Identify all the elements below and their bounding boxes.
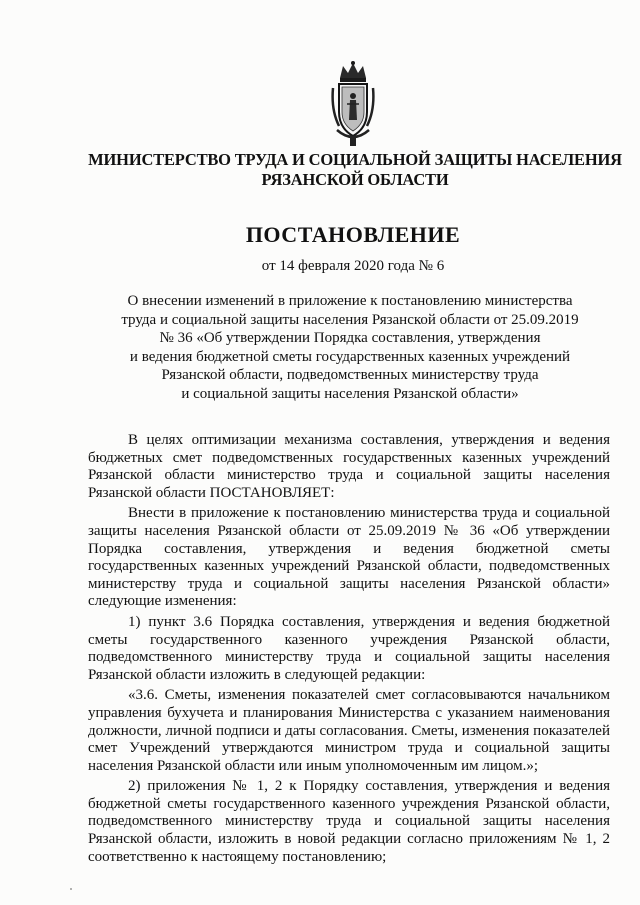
- document-date-number: от 14 февраля 2020 года № 6: [261, 258, 445, 274]
- document-type-title: ПОСТАНОВЛЕНИЕ: [245, 222, 461, 247]
- subject-line: № 36 «Об утверждении Порядка составления, утверждения: [159, 330, 541, 347]
- ministry-name-line2: РЯЗАНСКОЙ ОБЛАСТИ: [261, 170, 449, 189]
- subject-line: Рязанской области, подведомственных министерству труда: [161, 367, 539, 384]
- scan-speck: [70, 888, 72, 890]
- ministry-name-line1: МИНИСТЕРСТВО ТРУДА И СОЦИАЛЬНОЙ ЗАЩИТЫ НАСЕЛЕНИЯ: [88, 150, 622, 169]
- body-paragraph-item-2: 2) приложения № 1, 2 к Порядку составления, утверждения и ведения бюджетной сметы государственного казенного учреждения Рязанской области, подведомственного министерству труда и социальной защиты населения Рязанской области, изложить в новой редакции согласно приложениям № 1, 2 соответственно к настоящему постановлению;: [88, 778, 610, 865]
- document-body: [88, 432, 610, 866]
- subject-line: О внесении изменений в приложение к постановлению министерства: [127, 293, 573, 309]
- body-paragraph-preamble: В целях оптимизации механизма составления, утверждения и ведения бюджетных смет подведомственных государственных казенных учреждений Рязанской области министерство труда и социальной защиты населения Рязанской области ПОСТАНОВЛЯЕТ:: [88, 432, 610, 501]
- body-paragraph-quote: «3.6. Сметы, изменения показателей смет согласовываются начальником управления бухучета и планирования Министерства с указанием наименования должности, личной подписи и даты согласования. Сметы, изменения показателей смет Учреждений утверждаются министром труда и социальной защиты населения Рязанской области или иным уполномоченным им лицом.»;: [88, 687, 610, 774]
- document-subject: [100, 292, 600, 404]
- subject-line: труда и социальной защиты населения Рязанской области от 25.09.2019: [121, 311, 579, 328]
- ministry-name: [60, 150, 640, 190]
- body-paragraph-item-1: 1) пункт 3.6 Порядка составления, утверждения и ведения бюджетной сметы государственного казенного учреждения Рязанской области, подведомственного министерству труда и социальной защиты населения Рязанской области изложить в следующей редакции:: [88, 613, 610, 683]
- body-paragraph-resolution: Внести в приложение к постановлению министерства труда и социальной защиты населения Рязанской области от 25.09.2019 № 36 «Об утверждении Порядка составления, утверждения и ведения бюджетной сметы государственных казенных учреждений Рязанской области, подведомственных министерству труда и социальной защиты населения Рязанской области» следующие изменения:: [88, 505, 610, 610]
- subject-line: и социальной защиты населения Рязанской области»: [181, 385, 519, 402]
- coat-of-arms-icon: [330, 60, 376, 148]
- subject-line: и ведения бюджетной сметы государственных казенных учреждений: [129, 348, 571, 365]
